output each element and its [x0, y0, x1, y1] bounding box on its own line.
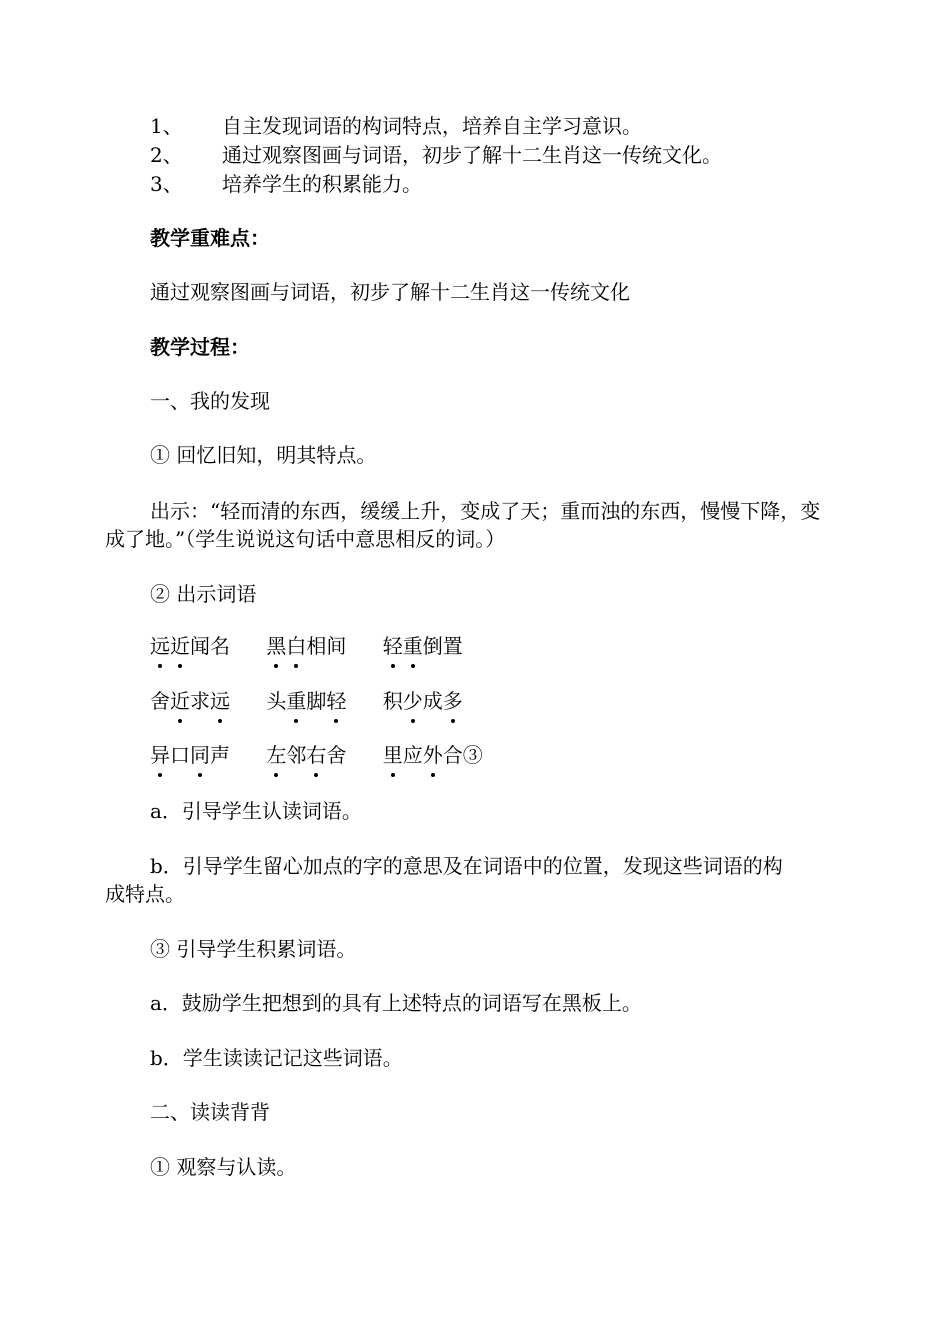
objective-item	[150, 170, 422, 198]
word-item: 左邻右舍	[266, 743, 347, 767]
emphasis-dot-char: 多	[442, 689, 463, 713]
word-row	[150, 687, 493, 715]
step-text: ② 出示词语	[150, 582, 257, 606]
step-text: ① 回忆旧知，明其特点。	[150, 443, 377, 467]
emphasis-dot-char: 轻	[382, 634, 403, 658]
sub-step-text: b．学生读读记记这些词语。	[150, 1046, 403, 1070]
word-row	[150, 741, 493, 769]
objective-text: 自主发现词语的构词特点，培养自主学习意识。	[222, 114, 642, 138]
emphasis-dot-char: 重	[286, 689, 307, 713]
sub-step-text: a．鼓励学生把想到的具有上述特点的词语写在黑板上。	[150, 991, 642, 1015]
key-points-heading: 教学重难点：	[150, 226, 270, 250]
process-heading: 教学过程：	[150, 335, 250, 359]
emphasis-dot-char: 近	[170, 634, 190, 658]
emphasis-dot-char: 少	[402, 689, 423, 713]
emphasis-dot-char: 外	[422, 743, 443, 767]
emphasis-dot-char: 重	[402, 634, 423, 658]
paragraph-line: 出示：“轻而清的东西，缓缓上升，变成了天；重而浊的东西，慢慢下降，变	[150, 499, 821, 523]
emphasis-dot-char: 白	[286, 634, 307, 658]
word-item: 里应外合③	[382, 743, 483, 767]
step-text: ③ 引导学生积累词语。	[150, 937, 357, 961]
word-item: 黑白相间	[266, 634, 347, 658]
objective-number: 3、	[150, 172, 183, 196]
emphasis-dot-char: 远	[210, 689, 230, 713]
objective-number: 2、	[150, 143, 183, 167]
word-item: 异口同声	[150, 743, 230, 767]
quote-paragraph	[105, 497, 850, 553]
word-item: 舍近求远	[150, 689, 230, 713]
objective-text: 培养学生的积累能力。	[222, 172, 422, 196]
sub-step-paragraph	[105, 852, 850, 908]
word-item: 远近闻名	[150, 634, 230, 658]
emphasis-dot-char: 右	[306, 743, 327, 767]
emphasis-dot-char: 同	[190, 743, 210, 767]
word-item: 轻重倒置	[382, 634, 463, 658]
emphasis-dot-char: 里	[382, 743, 403, 767]
emphasis-dot-char: 异	[150, 743, 170, 767]
paragraph-line: b．引导学生留心加点的字的意思及在词语中的位置，发现这些词语的构	[150, 854, 783, 878]
emphasis-dot-char: 近	[170, 689, 190, 713]
word-row	[150, 632, 493, 660]
emphasis-dot-char: 轻	[326, 689, 347, 713]
sub-step-text: a．引导学生认读词语。	[150, 799, 362, 823]
objective-item	[150, 141, 722, 169]
emphasis-dot-char: 左	[266, 743, 287, 767]
section-heading: 一、我的发现	[150, 389, 270, 413]
objective-number: 1、	[150, 114, 183, 138]
paragraph-line: 成了地。”（学生说说这句话中意思相反的词。）	[105, 527, 506, 551]
key-points-text: 通过观察图画与词语，初步了解十二生肖这一传统文化	[150, 280, 630, 304]
word-item: 头重脚轻	[266, 689, 347, 713]
objective-text: 通过观察图画与词语，初步了解十二生肖这一传统文化。	[222, 143, 722, 167]
word-item: 积少成多	[382, 689, 463, 713]
objective-item	[150, 112, 642, 140]
section-heading: 二、读读背背	[150, 1100, 270, 1124]
emphasis-dot-char: 黑	[266, 634, 287, 658]
step-text: ① 观察与认读。	[150, 1155, 297, 1179]
paragraph-line: 成特点。	[105, 882, 185, 906]
emphasis-dot-char: 远	[150, 634, 170, 658]
